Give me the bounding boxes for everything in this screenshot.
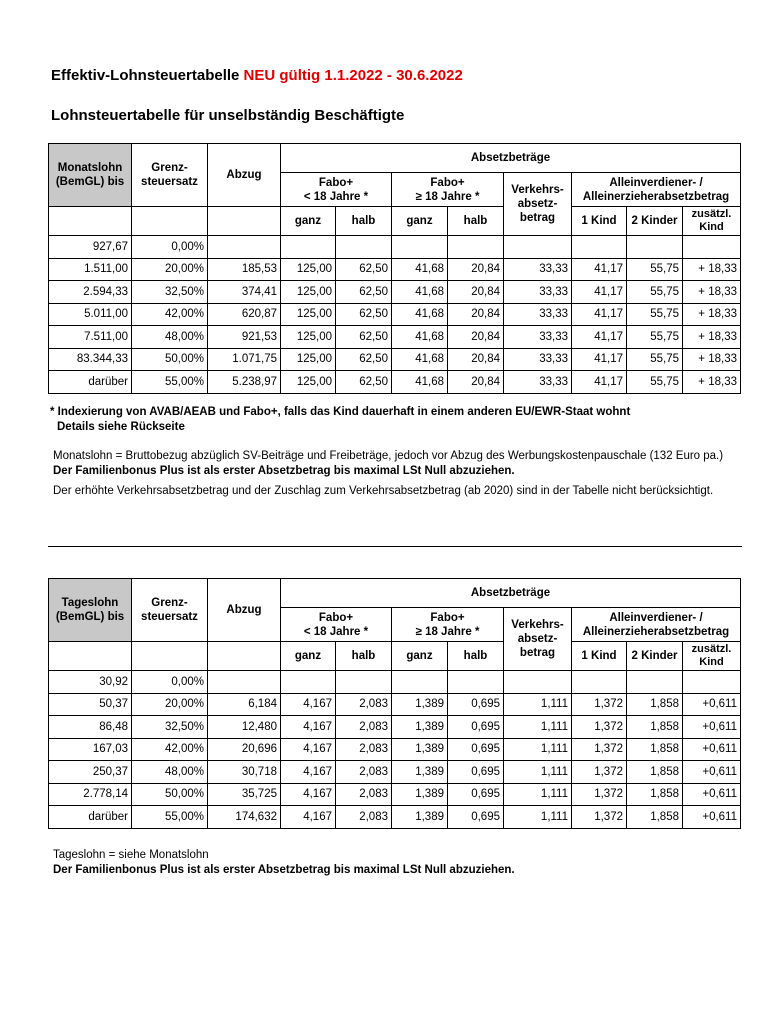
table-cell: 48,00%	[132, 761, 208, 784]
table-cell: 33,33	[504, 303, 572, 326]
table-cell: 55,75	[627, 303, 683, 326]
table-cell: 125,00	[281, 326, 336, 349]
table-cell: 62,50	[336, 303, 392, 326]
table-row	[49, 236, 741, 259]
table-row	[49, 806, 741, 829]
table-cell: 20,00%	[132, 258, 208, 281]
header-lohn-blank	[49, 207, 132, 236]
header-halb-u18: halb	[336, 207, 392, 236]
table-cell: 42,00%	[132, 738, 208, 761]
header-1-kind: 1 Kind	[572, 207, 627, 236]
table-cell: 2,083	[336, 738, 392, 761]
table-cell: 1,389	[392, 783, 448, 806]
header-abzug-blank	[208, 642, 281, 671]
table-cell: 41,17	[572, 303, 627, 326]
header-absetzbetraege: Absetzbeträge	[281, 144, 741, 173]
table-cell: 1,372	[572, 806, 627, 829]
table-cell: 1,389	[392, 738, 448, 761]
table-cell: 0,695	[448, 783, 504, 806]
table-cell	[336, 671, 392, 694]
header-fabo-u18	[281, 608, 392, 642]
table-cell: + 18,33	[683, 303, 741, 326]
table-cell: 20,84	[448, 326, 504, 349]
table-cell: 0,695	[448, 806, 504, 829]
page-title	[51, 67, 463, 84]
title-validity: NEU gültig 1.1.2022 - 30.6.2022	[243, 67, 463, 84]
table-row	[49, 371, 741, 394]
page-subtitle: Lohnsteuertabelle für unselbständig Beschäftigte	[51, 107, 405, 124]
table-cell: 125,00	[281, 371, 336, 394]
table-cell: 1,858	[627, 716, 683, 739]
header-alleinverdiener: Alleinverdiener- / Alleinerzieherabsetzbetrag	[572, 173, 741, 207]
table-cell	[208, 236, 281, 259]
table-cell: 33,33	[504, 371, 572, 394]
table-cell: 185,53	[208, 258, 281, 281]
note-indexierung: * Indexierung von AVAB/AEAB und Fabo+, falls das Kind dauerhaft in einem anderen EU/EWR-Staat wohnt	[50, 406, 631, 418]
table-cell: 30,718	[208, 761, 281, 784]
table-cell: 33,33	[504, 348, 572, 371]
table-cell: 0,695	[448, 761, 504, 784]
table-cell: 5.238,97	[208, 371, 281, 394]
table-row	[49, 281, 741, 304]
table-cell: 55,75	[627, 258, 683, 281]
table-cell	[448, 236, 504, 259]
table-cell: 620,87	[208, 303, 281, 326]
header-abzug: Abzug	[208, 144, 281, 207]
table-cell	[208, 671, 281, 694]
fabo-u18-line2: < 18 Jahre *	[303, 625, 369, 638]
table-cell	[504, 671, 572, 694]
table-cell: 1,111	[504, 693, 572, 716]
table-cell: 1,111	[504, 716, 572, 739]
table-cell: 55,75	[627, 348, 683, 371]
table-cell	[281, 671, 336, 694]
table-cell: 20,84	[448, 371, 504, 394]
table-cell: 1,372	[572, 716, 627, 739]
table-cell: 62,50	[336, 371, 392, 394]
header-halb-o18: halb	[448, 642, 504, 671]
table-cell: 4,167	[281, 806, 336, 829]
header-monatslohn: Monatslohn (BemGL) bis	[49, 144, 132, 207]
table-cell: + 18,33	[683, 258, 741, 281]
note-monatslohn: Monatslohn = Bruttobezug abzüglich SV-Beiträge und Freibeträge, jedoch vor Abzug des Werbungskostenpauschale (132 Euro pa.)	[53, 450, 724, 462]
table-cell: 125,00	[281, 258, 336, 281]
table-cell: +0,611	[683, 761, 741, 784]
monthly-tax-table	[48, 143, 741, 394]
table-cell: +0,611	[683, 806, 741, 829]
header-verkehrsabsetzbetrag: Verkehrs- absetz- betrag	[504, 173, 572, 236]
table-cell: 41,17	[572, 371, 627, 394]
table-row	[49, 348, 741, 371]
table-cell: 1,372	[572, 693, 627, 716]
table-cell: 55,00%	[132, 806, 208, 829]
header-2-kinder: 2 Kinder	[627, 642, 683, 671]
header-abzug-blank	[208, 207, 281, 236]
table-cell: 921,53	[208, 326, 281, 349]
table-cell: 174,632	[208, 806, 281, 829]
table-cell: 1.071,75	[208, 348, 281, 371]
table-cell: 41,68	[392, 371, 448, 394]
table-cell: 62,50	[336, 258, 392, 281]
table-row	[49, 761, 741, 784]
header-verkehrsabsetzbetrag: Verkehrs- absetz- betrag	[504, 608, 572, 671]
table-cell: 7.511,00	[49, 326, 132, 349]
table-cell: + 18,33	[683, 371, 741, 394]
table-cell: 374,41	[208, 281, 281, 304]
table-cell: 32,50%	[132, 716, 208, 739]
table-cell	[392, 236, 448, 259]
table-cell	[448, 671, 504, 694]
note-familienbonus: Der Familienbonus Plus ist als erster Absetzbetrag bis maximal LSt Null abzuziehen.	[53, 464, 515, 477]
table-cell: 1,858	[627, 761, 683, 784]
header-1-kind: 1 Kind	[572, 642, 627, 671]
table-cell: 41,17	[572, 281, 627, 304]
table-cell: 55,00%	[132, 371, 208, 394]
header-grenz-blank	[132, 207, 208, 236]
header-halb-u18: halb	[336, 642, 392, 671]
table-cell: darüber	[49, 371, 132, 394]
table-cell: 1,372	[572, 761, 627, 784]
table-cell: 20,84	[448, 258, 504, 281]
header-fabo-o18	[392, 173, 504, 207]
table-cell: 41,68	[392, 348, 448, 371]
table-cell: 32,50%	[132, 281, 208, 304]
table-cell: 2.594,33	[49, 281, 132, 304]
table-cell: 2,083	[336, 761, 392, 784]
table-cell: 35,725	[208, 783, 281, 806]
header-2-kinder: 2 Kinder	[627, 207, 683, 236]
header-alleinverdiener: Alleinverdiener- / Alleinerzieherabsetzbetrag	[572, 608, 741, 642]
table-cell: 50,00%	[132, 783, 208, 806]
table-cell: 41,17	[572, 258, 627, 281]
section-divider	[48, 546, 742, 547]
table-cell: 83.344,33	[49, 348, 132, 371]
table-cell: 2,083	[336, 806, 392, 829]
table-cell: 4,167	[281, 738, 336, 761]
table-cell	[281, 236, 336, 259]
note-verkehrsabsetzbetrag: Der erhöhte Verkehrsabsetzbetrag und der Zuschlag zum Verkehrsabsetzbetrag (ab 2020) sind in der Tabelle nicht berücksichtigt.	[53, 485, 714, 497]
table-cell: 42,00%	[132, 303, 208, 326]
table-cell: 41,17	[572, 348, 627, 371]
table-cell: 1,111	[504, 806, 572, 829]
table-cell: 1,372	[572, 738, 627, 761]
table-cell: 1,858	[627, 738, 683, 761]
table-cell: 1,111	[504, 761, 572, 784]
header-tageslohn: Tageslohn (BemGL) bis	[49, 579, 132, 642]
header-grenz-blank	[132, 642, 208, 671]
table-cell: 1,111	[504, 738, 572, 761]
header-abzug: Abzug	[208, 579, 281, 642]
table-cell: +0,611	[683, 738, 741, 761]
table-cell: 0,695	[448, 693, 504, 716]
table-cell: 2,083	[336, 783, 392, 806]
fabo-o18-line2: ≥ 18 Jahre *	[415, 625, 480, 638]
table-cell: 4,167	[281, 783, 336, 806]
table-cell: 4,167	[281, 761, 336, 784]
header-ganz-o18: ganz	[392, 642, 448, 671]
table-cell: 41,68	[392, 303, 448, 326]
table-row	[49, 783, 741, 806]
table-cell: 927,67	[49, 236, 132, 259]
table-cell: 20,84	[448, 348, 504, 371]
table-cell: 2,083	[336, 716, 392, 739]
table-row	[49, 738, 741, 761]
table-cell: 1,389	[392, 761, 448, 784]
table-cell: 125,00	[281, 348, 336, 371]
table-cell: +0,611	[683, 693, 741, 716]
table-cell: 41,68	[392, 281, 448, 304]
table-cell: 125,00	[281, 281, 336, 304]
table-cell: 4,167	[281, 716, 336, 739]
table-cell: 33,33	[504, 326, 572, 349]
table-cell	[627, 671, 683, 694]
table-cell: 4,167	[281, 693, 336, 716]
table-cell: 55,75	[627, 371, 683, 394]
table-cell: 20,84	[448, 281, 504, 304]
header-grenzsteuersatz: Grenz- steuersatz	[132, 579, 208, 642]
table-cell: 1,858	[627, 806, 683, 829]
note-indexierung-details: Details siehe Rückseite	[57, 420, 185, 433]
table-cell	[392, 671, 448, 694]
table-cell	[572, 671, 627, 694]
daily-tax-table	[48, 578, 741, 829]
table-cell: +0,611	[683, 716, 741, 739]
table-row	[49, 693, 741, 716]
table-cell: 1,389	[392, 693, 448, 716]
table-cell: 167,03	[49, 738, 132, 761]
fabo-u18-line1: Fabo+	[318, 611, 354, 624]
table-cell: 2,083	[336, 693, 392, 716]
table-cell: 0,00%	[132, 236, 208, 259]
table-cell: 20,00%	[132, 693, 208, 716]
table-cell: + 18,33	[683, 326, 741, 349]
table-cell: 33,33	[504, 281, 572, 304]
table-row	[49, 716, 741, 739]
table-cell	[572, 236, 627, 259]
table-cell: + 18,33	[683, 281, 741, 304]
header-grenzsteuersatz: Grenz- steuersatz	[132, 144, 208, 207]
table-cell: 62,50	[336, 281, 392, 304]
header-lohn-blank	[49, 642, 132, 671]
table-cell: 50,00%	[132, 348, 208, 371]
table-cell	[683, 236, 741, 259]
table-cell: 41,68	[392, 326, 448, 349]
table-cell: 41,17	[572, 326, 627, 349]
table-cell	[683, 671, 741, 694]
table-cell: 55,75	[627, 281, 683, 304]
table-cell: 5.011,00	[49, 303, 132, 326]
table-cell	[336, 236, 392, 259]
table-cell: 1,858	[627, 693, 683, 716]
daily-notes	[50, 848, 750, 877]
table-row	[49, 258, 741, 281]
table-cell: 125,00	[281, 303, 336, 326]
header-absetzbetraege: Absetzbeträge	[281, 579, 741, 608]
table-cell: 30,92	[49, 671, 132, 694]
table-cell	[504, 236, 572, 259]
monthly-table-body	[49, 236, 741, 394]
fabo-o18-line1: Fabo+	[430, 176, 465, 189]
table-cell: 1,389	[392, 806, 448, 829]
table-cell: 0,695	[448, 716, 504, 739]
table-cell: 0,00%	[132, 671, 208, 694]
header-zusaetzl-kind: zusätzl. Kind	[683, 207, 741, 236]
fabo-o18-line2: ≥ 18 Jahre *	[415, 190, 480, 203]
table-cell: 1,372	[572, 783, 627, 806]
table-cell: 62,50	[336, 326, 392, 349]
table-cell	[627, 236, 683, 259]
fabo-u18-line1: Fabo+	[318, 176, 354, 189]
header-halb-o18: halb	[448, 207, 504, 236]
table-row	[49, 671, 741, 694]
note-tageslohn: Tageslohn = siehe Monatslohn	[53, 849, 209, 861]
table-cell: 250,37	[49, 761, 132, 784]
table-cell: 20,84	[448, 303, 504, 326]
table-cell: 48,00%	[132, 326, 208, 349]
table-cell: 50,37	[49, 693, 132, 716]
header-ganz-u18: ganz	[281, 642, 336, 671]
table-cell: 12,480	[208, 716, 281, 739]
table-row	[49, 326, 741, 349]
table-cell: +0,611	[683, 783, 741, 806]
header-fabo-u18	[281, 173, 392, 207]
table-cell: 1.511,00	[49, 258, 132, 281]
header-fabo-o18	[392, 608, 504, 642]
table-cell: 55,75	[627, 326, 683, 349]
table-row	[49, 303, 741, 326]
table-cell: 20,696	[208, 738, 281, 761]
fabo-o18-line1: Fabo+	[430, 611, 465, 624]
table-cell: 33,33	[504, 258, 572, 281]
header-zusaetzl-kind: zusätzl. Kind	[683, 642, 741, 671]
title-prefix: Effektiv-Lohnsteuertabelle	[51, 67, 244, 84]
table-cell: 62,50	[336, 348, 392, 371]
note-familienbonus-daily: Der Familienbonus Plus ist als erster Absetzbetrag bis maximal LSt Null abzuziehen.	[53, 863, 515, 876]
monthly-notes	[50, 405, 750, 499]
table-cell: 6,184	[208, 693, 281, 716]
table-cell: 2.778,14	[49, 783, 132, 806]
table-cell: 1,858	[627, 783, 683, 806]
table-cell: + 18,33	[683, 348, 741, 371]
table-cell: 41,68	[392, 258, 448, 281]
table-cell: 86,48	[49, 716, 132, 739]
table-cell: darüber	[49, 806, 132, 829]
table-cell: 1,389	[392, 716, 448, 739]
fabo-u18-line2: < 18 Jahre *	[303, 190, 369, 203]
table-cell: 0,695	[448, 738, 504, 761]
header-ganz-o18: ganz	[392, 207, 448, 236]
daily-table-body	[49, 671, 741, 829]
header-ganz-u18: ganz	[281, 207, 336, 236]
table-cell: 1,111	[504, 783, 572, 806]
